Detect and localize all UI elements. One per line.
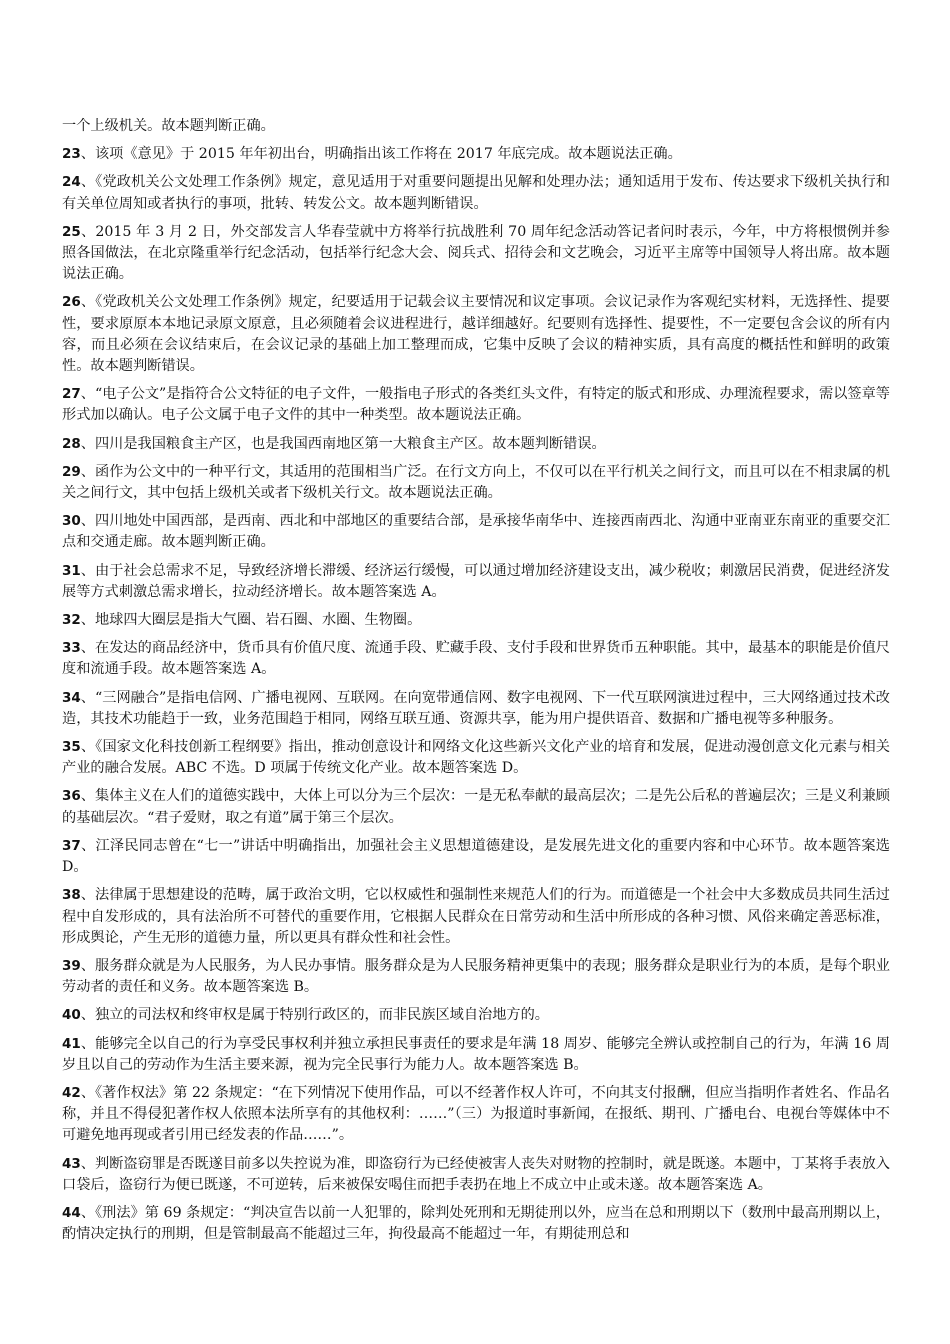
answer-text: 、该项《意见》于 2015 年年初出台，明确指出该工作将在 2017 年底完成。故本题说法正确。 (80, 146, 682, 163)
answer-number: 30 (62, 513, 81, 530)
answer-text: 、《著作权法》第 22 条规定：“在下列情况下使用作品，可以不经著作权人许可，不向其支付报酬，但应当指明作者姓名、作品名称，并且不得侵犯著作权人依照本法所享有的其他权利：……”（三）为报道时事新闻，在报纸、期刊、广播电台、电视台等媒体中不可避免地再现或者引用已经发表的作品……”。 (62, 1084, 890, 1144)
answer-item (62, 956, 890, 998)
answer-text: 、江泽民同志曾在“七一”讲话中明确指出，加强社会主义思想道德建设，是发展先进文化的重要内容和中心环节。故本题答案选 D。 (62, 837, 890, 876)
answer-item (62, 1154, 890, 1196)
answer-item (62, 610, 890, 631)
answer-item (62, 1083, 890, 1147)
answer-text: 、能够完全以自己的行为享受民事权利并独立承担民事责任的要求是年满 18 周岁、能够完全辨认或控制自己的行为，年满 16 周岁且以自己的劳动作为生活主要来源，视为完全民事行为能力人。故本题答案选 B。 (62, 1035, 890, 1073)
answer-number: 36 (62, 788, 81, 805)
answer-item (62, 292, 890, 377)
answer-item (62, 638, 890, 680)
answer-text: 、四川是我国粮食主产区，也是我国西南地区第一大粮食主产区。故本题判断错误。 (80, 435, 606, 452)
answer-number: 35 (62, 739, 81, 756)
answer-number: 44 (62, 1204, 81, 1221)
answer-text: 、法律属于思想建设的范畴，属于政治文明，它以权威性和强制性来规范人们的行为。而道德是一个社会中大多数成员共同生活过程中自发形成的，具有法治所不可替代的重要作用，它根据人民群众在日常劳动和生活中所形成的各种习惯、风俗来确定善恶标准，形成舆论，产生无形的道德力量，所以更具有群众性和社会性。 (62, 887, 890, 946)
answer-text: 、四川地处中国西部，是西南、西北和中部地区的重要结合部，是承接华南华中、连接西南西北、沟通中亚南亚东南亚的重要交汇点和交通走廊。故本题判断正确。 (62, 513, 890, 551)
answer-item (62, 688, 890, 730)
answer-number: 29 (62, 463, 81, 480)
answer-number: 26 (62, 294, 81, 311)
answer-text: 、《刑法》第 69 条规定：“判决宣告以前一人犯罪的，除判处死刑和无期徒刑以外，应当在总和刑期以下（数刑中最高刑期以上，酌情决定执行的刑期，但是管制最高不能超过三年，拘役最高不能超过一年，有期徒刑总和 (62, 1204, 890, 1243)
answer-item (62, 786, 890, 828)
answer-number: 37 (62, 837, 81, 854)
answer-number: 43 (62, 1155, 81, 1172)
answer-text: 、独立的司法权和终审权是属于特别行政区的，而非民族区域自治地方的。 (80, 1007, 549, 1024)
answer-text: 、由于社会总需求不足，导致经济增长滞缓、经济运行缓慢，可以通过增加经济建设支出，减少税收；刺激居民消费，促进经济发展等方式刺激总需求增长，拉动经济增长。故本题答案选 A。 (62, 562, 890, 600)
answer-text: 、“三网融合”是指电信网、广播电视网、互联网。在向宽带通信网、数字电视网、下一代互联网演进过程中，三大网络通过技术改造，其技术功能趋于一致，业务范围趋于相同，网络互联互通、资源共享，能为用户提供语音、数据和广播电视等多种服务。 (62, 689, 890, 727)
answer-number: 32 (62, 612, 81, 629)
answer-number: 23 (62, 146, 81, 163)
answer-number: 38 (62, 887, 81, 904)
answer-text: 、在发达的商品经济中，货币具有价值尺度、流通手段、贮藏手段、支付手段和世界货币五种职能。其中，最基本的职能是价值尺度和流通手段。故本题答案选 A。 (62, 640, 890, 678)
answer-number: 40 (62, 1007, 81, 1024)
answer-number: 42 (62, 1084, 81, 1101)
answer-number: 39 (62, 957, 81, 974)
answer-number: 28 (62, 435, 81, 452)
answer-text: 、集体主义在人们的道德实践中，大体上可以分为三个层次：一是无私奉献的最高层次；二是先公后私的普遍层次；三是义利兼顾的基础层次。“君子爱财，取之有道”属于第三个层次。 (62, 788, 890, 826)
answer-item (62, 144, 890, 165)
answer-item (62, 836, 890, 878)
answer-item (62, 1034, 890, 1076)
document-page (62, 116, 890, 1252)
answer-item (62, 384, 890, 426)
answer-number: 25 (62, 223, 81, 240)
answer-text: 、《党政机关公文处理工作条例》规定，纪要适用于记载会议主要情况和议定事项。会议记录作为客观纪实材料，无选择性、提要性，要求原原本本地记录原文原意，且必须随着会议进程进行，越详细越好。纪要则有选择性、提要性，不一定要包含会议的所有内容，而且必须在会议结束后，在会议记录的基础上加工整理而成，它集中反映了会议的精神实质，具有高度的概括性和鲜明的政策性。故本题判断错误。 (62, 294, 890, 375)
answer-item (62, 885, 890, 949)
answer-number: 31 (62, 562, 81, 579)
answer-list (62, 144, 890, 1245)
answer-number: 24 (62, 174, 81, 191)
answer-item (62, 434, 890, 455)
answer-item (62, 1005, 890, 1026)
answer-text: 、函作为公文中的一种平行文，其适用的范围相当广泛。在行文方向上，不仅可以在平行机关之间行文，而且可以在不相隶属的机关之间行文，其中包括上级机关或者下级机关行文。故本题说法正确。 (62, 463, 890, 502)
answer-text: 、判断盗窃罪是否既遂目前多以失控说为准，即盗窃行为已经使被害人丧失对财物的控制时，就是既遂。本题中，丁某将手表放入口袋后，盗窃行为便已既遂，不可逆转，后来被保安喝住而把手表扔在地上不成立中止或未遂。故本题答案选 A。 (62, 1155, 890, 1193)
answer-text: 、2015 年 3 月 2 日，外交部发言人华春莹就中方将举行抗战胜利 70 周年纪念活动答记者问时表示，今年，中方将根惯例并参照各国做法，在北京隆重举行纪念活动，包括举行纪念大会、阅兵式、招待会和文艺晚会，习近平主席等中国领导人将出席。故本题说法正确。 (62, 223, 890, 283)
answer-number: 33 (62, 640, 81, 657)
answer-text: 、服务群众就是为人民服务，为人民办事情。服务群众是为人民服务精神更集中的表现；服务群众是职业行为的本质，是每个职业劳动者的责任和义务。故本题答案选 B。 (62, 957, 890, 996)
answer-item (62, 222, 890, 286)
answer-number: 34 (62, 689, 81, 706)
answer-item (62, 737, 890, 779)
answer-number: 27 (62, 386, 81, 403)
continuation-paragraph: 一个上级机关。故本题判断正确。 (62, 118, 275, 134)
answer-number: 41 (62, 1035, 81, 1052)
answer-text: 、《党政机关公文处理工作条例》规定，意见适用于对重要问题提出见解和处理办法；通知适用于发布、传达要求下级机关执行和有关单位周知或者执行的事项，批转、转发公文。故本题判断错误。 (62, 174, 890, 212)
answer-text: 、“电子公文”是指符合公文特征的电子文件，一般指电子形式的各类红头文件，有特定的版式和形成、办理流程要求，需以签章等形式加以确认。电子公文属于电子文件的其中一种类型。故本题说法正确。 (62, 386, 890, 424)
answer-item (62, 1203, 890, 1245)
answer-item (62, 511, 890, 553)
answer-text: 、地球四大圈层是指大气圈、岩石圈、水圈、生物圈。 (80, 612, 422, 629)
answer-item (62, 462, 890, 504)
answer-text: 、《国家文化科技创新工程纲要》指出，推动创意设计和网络文化这些新兴文化产业的培育和发展，促进动漫创意文化元素与相关产业的融合发展。ABC 不选。D 项属于传统文化产业。故本题答案选 D。 (62, 739, 890, 777)
answer-item (62, 561, 890, 603)
answer-item (62, 172, 890, 214)
